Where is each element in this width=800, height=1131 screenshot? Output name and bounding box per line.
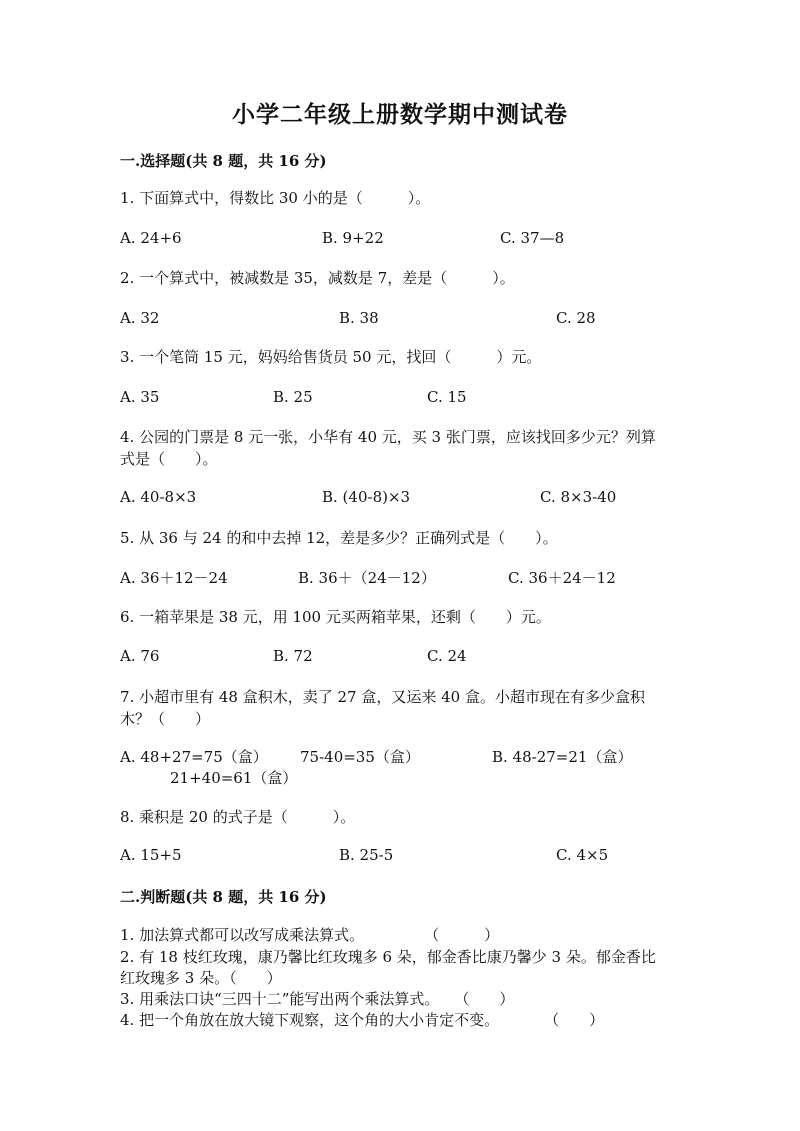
option-4c: C. 8×3-40 (540, 488, 617, 506)
option-5a: A. 36＋12－24 (120, 569, 228, 587)
option-7a-second-step: 75-40=35（盒） (300, 748, 420, 766)
option-2a: A. 32 (120, 309, 160, 327)
option-3c: C. 15 (427, 388, 467, 406)
option-2b: B. 38 (339, 309, 379, 327)
section-heading-choice: 一.选择题(共 8 题，共 16 分) (120, 152, 327, 170)
option-1c: C. 37—8 (500, 229, 565, 247)
option-7a: A. 48+27=75（盒） (120, 748, 268, 766)
option-1a: A. 24+6 (120, 229, 182, 247)
option-7b: B. 48-27=21（盒） (492, 748, 633, 766)
judgement-4: 4. 把一个角放在放大镜下观察，这个角的大小肯定不变。 （ ） (120, 1011, 605, 1029)
question-3: 3. 一个笔筒 15 元，妈妈给售货员 50 元，找回（ ）元。 (120, 348, 542, 366)
option-8b: B. 25-5 (339, 846, 394, 864)
option-2c: C. 28 (556, 309, 596, 327)
option-1b: B. 9+22 (322, 229, 384, 247)
judgement-1: 1. 加法算式都可以改写成乘法算式。 （ ） (120, 926, 500, 944)
judgement-2-line1: 2. 有 18 枝红玫瑰，康乃馨比红玫瑰多 6 朵，郁金香比康乃馨少 3 朵。郁金香比 (120, 948, 656, 966)
option-6b: B. 72 (273, 647, 313, 665)
question-8: 8. 乘积是 20 的式子是（ ）。 (120, 808, 356, 826)
option-3b: B. 25 (273, 388, 313, 406)
page-title: 小学二年级上册数学期中测试卷 (232, 101, 568, 128)
option-5c: C. 36＋24－12 (508, 569, 616, 587)
question-4-line1: 4. 公园的门票是 8 元一张，小华有 40 元，买 3 张门票，应该找回多少元？列算 (120, 428, 656, 446)
question-6: 6. 一箱苹果是 38 元，用 100 元买两箱苹果，还剩（ ）元。 (120, 608, 551, 626)
option-4b: B. (40-8)×3 (322, 488, 411, 506)
option-7b-second-step: 21+40=61（盒） (170, 769, 298, 787)
section-heading-judgement: 二.判断题(共 8 题，共 16 分) (120, 888, 327, 906)
option-4a: A. 40-8×3 (120, 488, 197, 506)
option-5b: B. 36＋（24－12） (298, 569, 436, 587)
option-8c: C. 4×5 (556, 846, 609, 864)
judgement-3: 3. 用乘法口诀“三四十二”能写出两个乘法算式。 （ ） (120, 990, 515, 1008)
question-1: 1. 下面算式中，得数比 30 小的是（ ）。 (120, 189, 431, 207)
option-8a: A. 15+5 (120, 846, 182, 864)
question-5: 5. 从 36 与 24 的和中去掉 12，差是多少？正确列式是（ ）。 (120, 529, 558, 547)
judgement-2-line2: 红玫瑰多 3 朵。（ ） (120, 969, 282, 987)
question-7-line1: 7. 小超市里有 48 盒积木，卖了 27 盒，又运来 40 盒。小超市现在有多少盒积 (120, 688, 645, 706)
question-7-line2: 木？（ ） (120, 710, 211, 728)
question-2: 2. 一个算式中，被减数是 35，减数是 7，差是（ ）。 (120, 269, 515, 287)
option-6c: C. 24 (427, 647, 467, 665)
option-6a: A. 76 (120, 647, 160, 665)
question-4-line2: 式是（ ）。 (120, 450, 218, 468)
option-3a: A. 35 (120, 388, 160, 406)
